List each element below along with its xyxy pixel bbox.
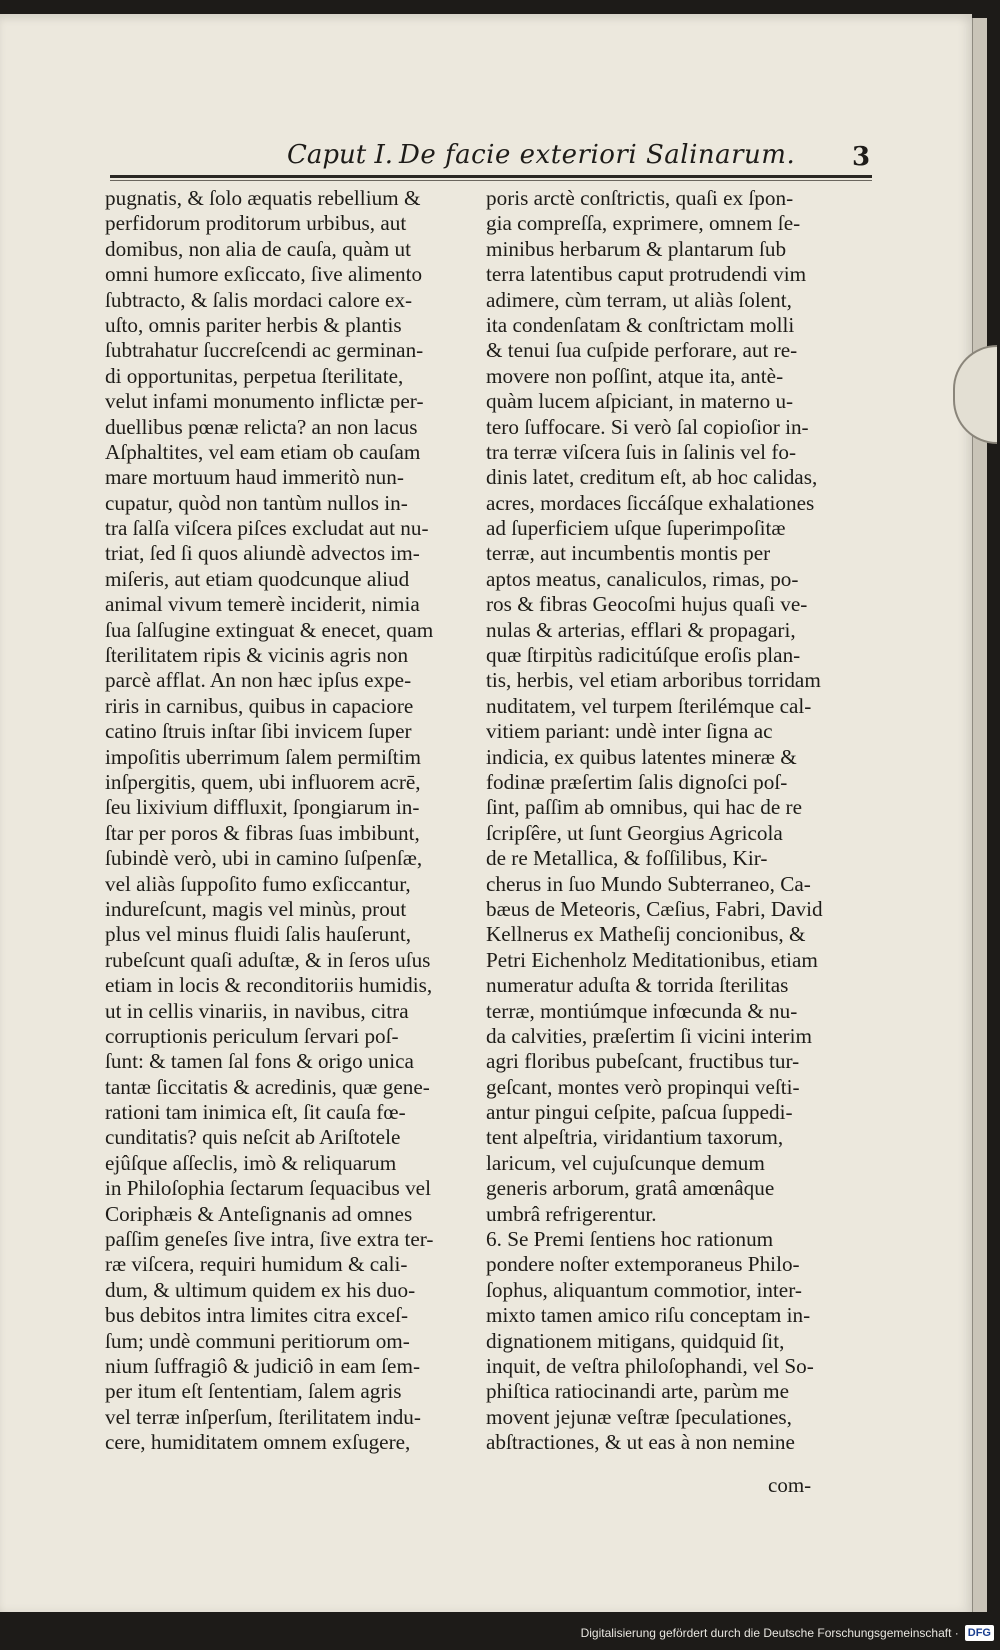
text-line: phiſtica ratiocinandi arte, parùm me xyxy=(486,1379,789,1404)
text-line: ſubindè verò, ubi in camino ſuſpenſæ, xyxy=(105,846,423,871)
text-line: ſum; undè communi peritiorum om- xyxy=(105,1328,410,1353)
text-line: corruptionis periculum ſervari poſ- xyxy=(105,1023,399,1048)
text-line: Aſphaltites, vel eam etiam ob cauſam xyxy=(105,439,421,464)
text-line: aptos meatus, canaliculos, rimas, po- xyxy=(486,566,799,591)
text-line: in Philoſophia ſectarum ſequacibus vel xyxy=(105,1176,431,1201)
text-line: rubeſcunt quaſi aduſtæ, & in ſeros uſus xyxy=(105,947,431,972)
header-title: De facie exteriori Salinarum. xyxy=(399,140,796,170)
text-line: nuditatem, vel turpem ſterilémque cal- xyxy=(486,693,812,718)
text-line: nulas & arterias, efflari & propagari, xyxy=(486,617,796,642)
text-line: ſua ſalſugine extinguat & enecet, quam xyxy=(105,617,434,642)
header-chapter: Caput I. xyxy=(287,140,394,170)
text-line: domibus, non alia de cauſa, quàm ut xyxy=(105,236,411,261)
text-line: ſint, paſſim ab omnibus, qui hac de re xyxy=(486,795,802,820)
text-line: etiam in locis & reconditoriis humidis, xyxy=(105,973,433,998)
text-line: ſunt: & tamen ſal fons & origo unica xyxy=(105,1049,414,1074)
text-line: terræ, aut incumbentis montis per xyxy=(486,541,771,566)
text-line: dignationem mitigans, quidquid ſit, xyxy=(486,1328,785,1353)
text-line: cunditatis? quis neſcit ab Ariſtotele xyxy=(105,1125,401,1150)
text-line: 6. Se Premi ſentiens hoc rationum xyxy=(486,1227,774,1252)
text-line: di opportunitas, perpetua ſterilitate, xyxy=(105,363,404,388)
text-line: da calvities, præſertim ſi vicini interim xyxy=(486,1023,812,1048)
text-line: cupatur, quòd non tantùm nullos in- xyxy=(105,490,408,515)
text-line: ſubtracto, & ſalis mordaci calore ex- xyxy=(105,287,413,312)
text-line: & tenui ſua cuſpide perforare, aut re- xyxy=(486,338,798,363)
text-line: ut in cellis vinariis, in navibus, citra xyxy=(105,998,409,1023)
text-line: mare mortuum haud immeritò nun- xyxy=(105,465,404,490)
text-line: ſterilitatem ripis & vicinis agris non xyxy=(105,643,409,668)
text-line: velut infami monumento inflictæ per- xyxy=(105,389,424,414)
text-line: cherus in ſuo Mundo Subterraneo, Ca- xyxy=(486,871,811,896)
text-line: ros & fibras Geocoſmi hujus quaſi ve- xyxy=(486,592,808,617)
text-line: ejûſque aſſeclis, imò & reliquarum xyxy=(105,1150,397,1175)
text-line: triat, ſed ſi quos aliundè advectos im- xyxy=(105,541,420,566)
text-line: tero ſuffocare. Si verò ſal copioſior in- xyxy=(486,414,809,439)
text-line: Kellnerus ex Matheſij concionibus, & xyxy=(486,922,806,947)
text-line: ræ viſcera, requiri humidum & cali- xyxy=(105,1252,408,1277)
text-line: impoſitis uberrimum ſalem permiſtim xyxy=(105,744,422,769)
text-line: perfidorum proditorum urbibus, aut xyxy=(105,211,407,236)
text-line: agri floribus pubeſcant, fructibus tur- xyxy=(486,1049,800,1074)
text-line: numeratur aduſta & torrida ſterilitas xyxy=(486,973,789,998)
text-line: tra terræ viſcera ſuis in ſalinis vel fo- xyxy=(486,439,797,464)
catchword: com- xyxy=(768,1473,812,1497)
text-line: quàm lucem aſpiciant, in materno u- xyxy=(486,389,794,414)
text-line: dinis latet, creditum eſt, ab hoc calidas, xyxy=(486,465,818,490)
text-line: rationi tam inimica eſt, ſit cauſa fœ- xyxy=(105,1100,406,1125)
text-line: ſcripſêre, ut ſunt Georgius Agricola xyxy=(486,820,783,845)
text-line: cere, humiditatem omnem exſugere, xyxy=(105,1430,411,1455)
text-line: pugnatis, & ſolo æquatis rebellium & xyxy=(105,186,421,210)
left-text-column xyxy=(105,186,482,1456)
text-line: ad ſuperficiem uſque ſuperimpoſitæ xyxy=(486,516,786,541)
text-line: antur pingui ceſpite, paſcua ſuppedi- xyxy=(486,1100,793,1125)
text-line: duellibus pœnæ relicta? an non lacus xyxy=(105,414,418,439)
text-line: vel terræ inſperſum, ſterilitatem indu- xyxy=(105,1404,421,1429)
text-line: Coriphæis & Anteſignanis ad omnes xyxy=(105,1201,413,1226)
text-line: tent alpeſtria, viridantium taxorum, xyxy=(486,1125,784,1150)
text-line: ſeu lixivium diffluxit, ſpongiarum in- xyxy=(105,795,420,820)
text-line: poris arctè conſtrictis, quaſi ex ſpon- xyxy=(486,186,794,210)
footer-text: Digitalisierung gefördert durch die Deutsche Forschungsgemeinschaft · xyxy=(580,1626,959,1640)
text-line: inquit, de veſtra philoſophandi, vel So- xyxy=(486,1353,814,1378)
text-line: abſtractiones, & ut eas à non nemine xyxy=(486,1430,795,1455)
text-line: fodinæ præſertim ſalis dignoſci poſ- xyxy=(486,769,788,794)
text-line: miſeris, aut etiam quodcunque aliud xyxy=(105,566,410,591)
text-line: tis, herbis, vel etiam arboribus torridam xyxy=(486,668,821,693)
text-line: dum, & ultimum quidem ex his duo- xyxy=(105,1277,416,1302)
text-line: riris in carnibus, quibus in capaciore xyxy=(105,693,414,718)
text-line: terræ, montiúmque infœcunda & nu- xyxy=(486,998,798,1023)
text-line: paſſim geneſes ſive intra, ſive extra ter- xyxy=(105,1227,434,1252)
text-line: indureſcunt, magis vel minùs, prout xyxy=(105,896,407,921)
header-rule-thin xyxy=(110,180,872,181)
text-line: quæ ſtirpitùs radicitúſque eroſis plan- xyxy=(486,643,801,668)
text-line: bæus de Meteoris, Cæſius, Fabri, David xyxy=(486,896,823,921)
text-line: terra latentibus caput protrudendi vim xyxy=(486,262,807,287)
text-line: nium ſuffragiô & judiciô in eam ſem- xyxy=(105,1353,420,1378)
text-line: movere non poſſint, atque ita, antè- xyxy=(486,363,784,388)
text-line: gia compreſſa, exprimere, omnem ſe- xyxy=(486,211,801,236)
text-line: animal vivum temerè inciderit, nimia xyxy=(105,592,420,617)
text-line: ſubtrahatur ſuccreſcendi ac germinan- xyxy=(105,338,424,363)
text-line: movent jejunæ veſtræ ſpeculationes, xyxy=(486,1404,792,1429)
header-rule xyxy=(110,175,872,178)
text-line: omni humore exſiccato, ſive alimento xyxy=(105,262,423,287)
text-line: uſto, omnis pariter herbis & plantis xyxy=(105,312,402,337)
text-line: umbrâ refrigerentur. xyxy=(486,1201,657,1226)
text-line: de re Metallica, & foſſilibus, Kir- xyxy=(486,846,768,871)
text-line: ſtar per poros & fibras ſuas imbibunt, xyxy=(105,820,420,845)
text-line: inſpergitis, quem, ubi influorem acrē, xyxy=(105,769,421,794)
text-line: parcè afflat. An non hæc ipſus expe- xyxy=(105,668,412,693)
text-line: tra ſalſa viſcera piſces excludat aut nu- xyxy=(105,516,429,541)
text-line: per itum eſt ſententiam, ſalem agris xyxy=(105,1379,402,1404)
text-line: Petri Eichenholz Meditationibus, etiam xyxy=(486,947,818,972)
text-line: geſcant, montes verò propinqui veſti- xyxy=(486,1074,800,1099)
page-number: 3 xyxy=(852,142,871,172)
footer-credit xyxy=(581,1624,994,1642)
text-line: adimere, cùm terram, ut aliàs ſolent, xyxy=(486,287,792,312)
text-line: ita condenſatam & conſtrictam molli xyxy=(486,312,795,337)
text-line: minibus herbarum & plantarum ſub xyxy=(486,236,787,261)
text-line: mixto tamen amico riſu conceptam in- xyxy=(486,1303,811,1328)
text-line: acres, mordaces ſiccáſque exhalationes xyxy=(486,490,815,515)
text-line: catino ſtruis inſtar ſibi invicem ſuper xyxy=(105,719,412,744)
text-line: vel aliàs ſuppoſito fumo exſiccantur, xyxy=(105,871,411,896)
dfg-logo: DFG xyxy=(965,1625,994,1641)
text-line: plus vel minus fluidi ſalis hauſerunt, xyxy=(105,922,412,947)
text-line: bus debitos intra limites citra exceſ- xyxy=(105,1303,409,1328)
right-text-column xyxy=(486,186,871,1456)
text-line: tantæ ſiccitatis & acredinis, quæ gene- xyxy=(105,1074,430,1099)
text-line: laricum, vel cujuſcunque demum xyxy=(486,1150,765,1175)
text-line: indicia, ex quibus latentes mineræ & xyxy=(486,744,797,769)
text-line: pondere noſter extemporaneus Philo- xyxy=(486,1252,800,1277)
text-line: generis arborum, gratâ amœnâque xyxy=(486,1176,775,1201)
text-line: vitiem pariant: undè inter ſigna ac xyxy=(486,719,773,744)
page-edge xyxy=(972,18,987,1612)
text-line: ſophus, aliquantum commotior, inter- xyxy=(486,1277,802,1302)
